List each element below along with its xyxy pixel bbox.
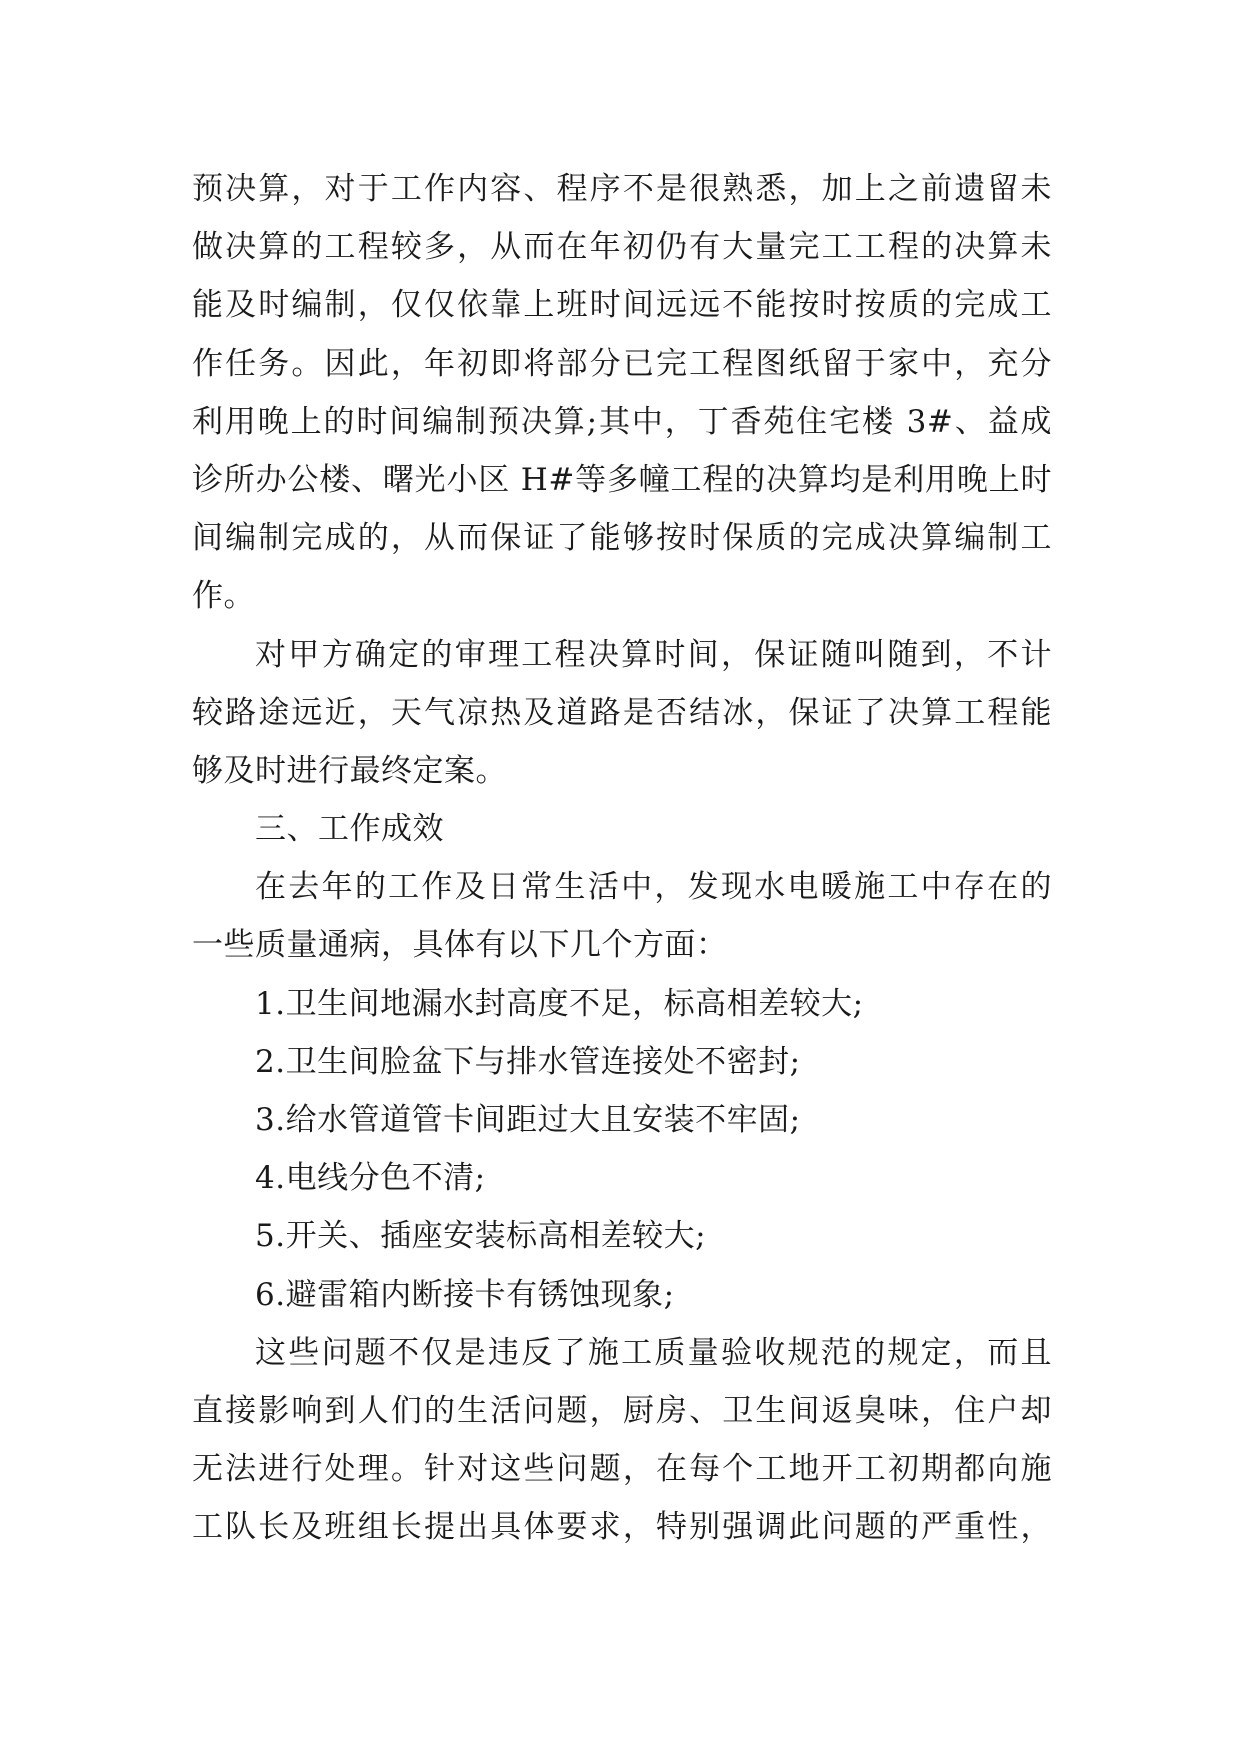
text-line: 这些问题不仅是违反了施工质量验收规范的规定，而且 xyxy=(255,1334,1052,1371)
text-line: 在去年的工作及日常生活中，发现水电暖施工中存在的 xyxy=(255,869,1052,906)
text-line: 利用晚上的时间编制预决算;其中，丁香苑住宅楼 3#、益成 xyxy=(192,403,1052,440)
text-line: 做决算的工程较多，从而在年初仍有大量完工工程的决算未 xyxy=(192,229,1052,266)
text-line: 较路途远近，天气凉热及道路是否结冰，保证了决算工程能 xyxy=(192,694,1052,731)
text-line: 三、工作成效 xyxy=(255,811,444,848)
text-line: 预决算，对于工作内容、程序不是很熟悉，加上之前遗留未 xyxy=(192,171,1052,207)
text-line: 直接影响到人们的生活问题，厨房、卫生间返臭味，住户却 xyxy=(192,1392,1052,1429)
text-line: 够及时进行最终定案。 xyxy=(192,752,507,789)
text-line: 工队长及班组长提出具体要求，特别强调此问题的严重性， xyxy=(192,1509,1052,1546)
text-line: 2.卫生间脸盆下与排水管连接处不密封; xyxy=(255,1043,801,1080)
text-line: 作任务。因此，年初即将部分已完工程图纸留于家中，充分 xyxy=(192,345,1052,382)
text-line: 4.电线分色不清; xyxy=(255,1160,486,1197)
text-line: 间编制完成的，从而保证了能够按时保质的完成决算编制工 xyxy=(192,520,1052,557)
text-line: 能及时编制，仅仅依靠上班时间远远不能按时按质的完成工 xyxy=(192,287,1052,324)
text-line: 6.避雷箱内断接卡有锈蚀现象; xyxy=(255,1276,675,1313)
body-text xyxy=(192,160,1052,1557)
text-line: 对甲方确定的审理工程决算时间，保证随叫随到，不计 xyxy=(255,636,1052,673)
text-line: 1.卫生间地漏水封高度不足，标高相差较大; xyxy=(255,985,864,1022)
text-line: 5.开关、插座安装标高相差较大; xyxy=(255,1218,707,1255)
text-line: 3.给水管道管卡间距过大且安装不牢固; xyxy=(255,1102,801,1138)
text-line: 一些质量通病，具体有以下几个方面： xyxy=(192,927,728,964)
text-line: 诊所办公楼、曙光小区 H#等多幢工程的决算均是利用晚上时 xyxy=(192,461,1052,498)
text-line: 作。 xyxy=(192,578,255,615)
text-line: 无法进行处理。针对这些问题，在每个工地开工初期都向施 xyxy=(192,1451,1052,1488)
